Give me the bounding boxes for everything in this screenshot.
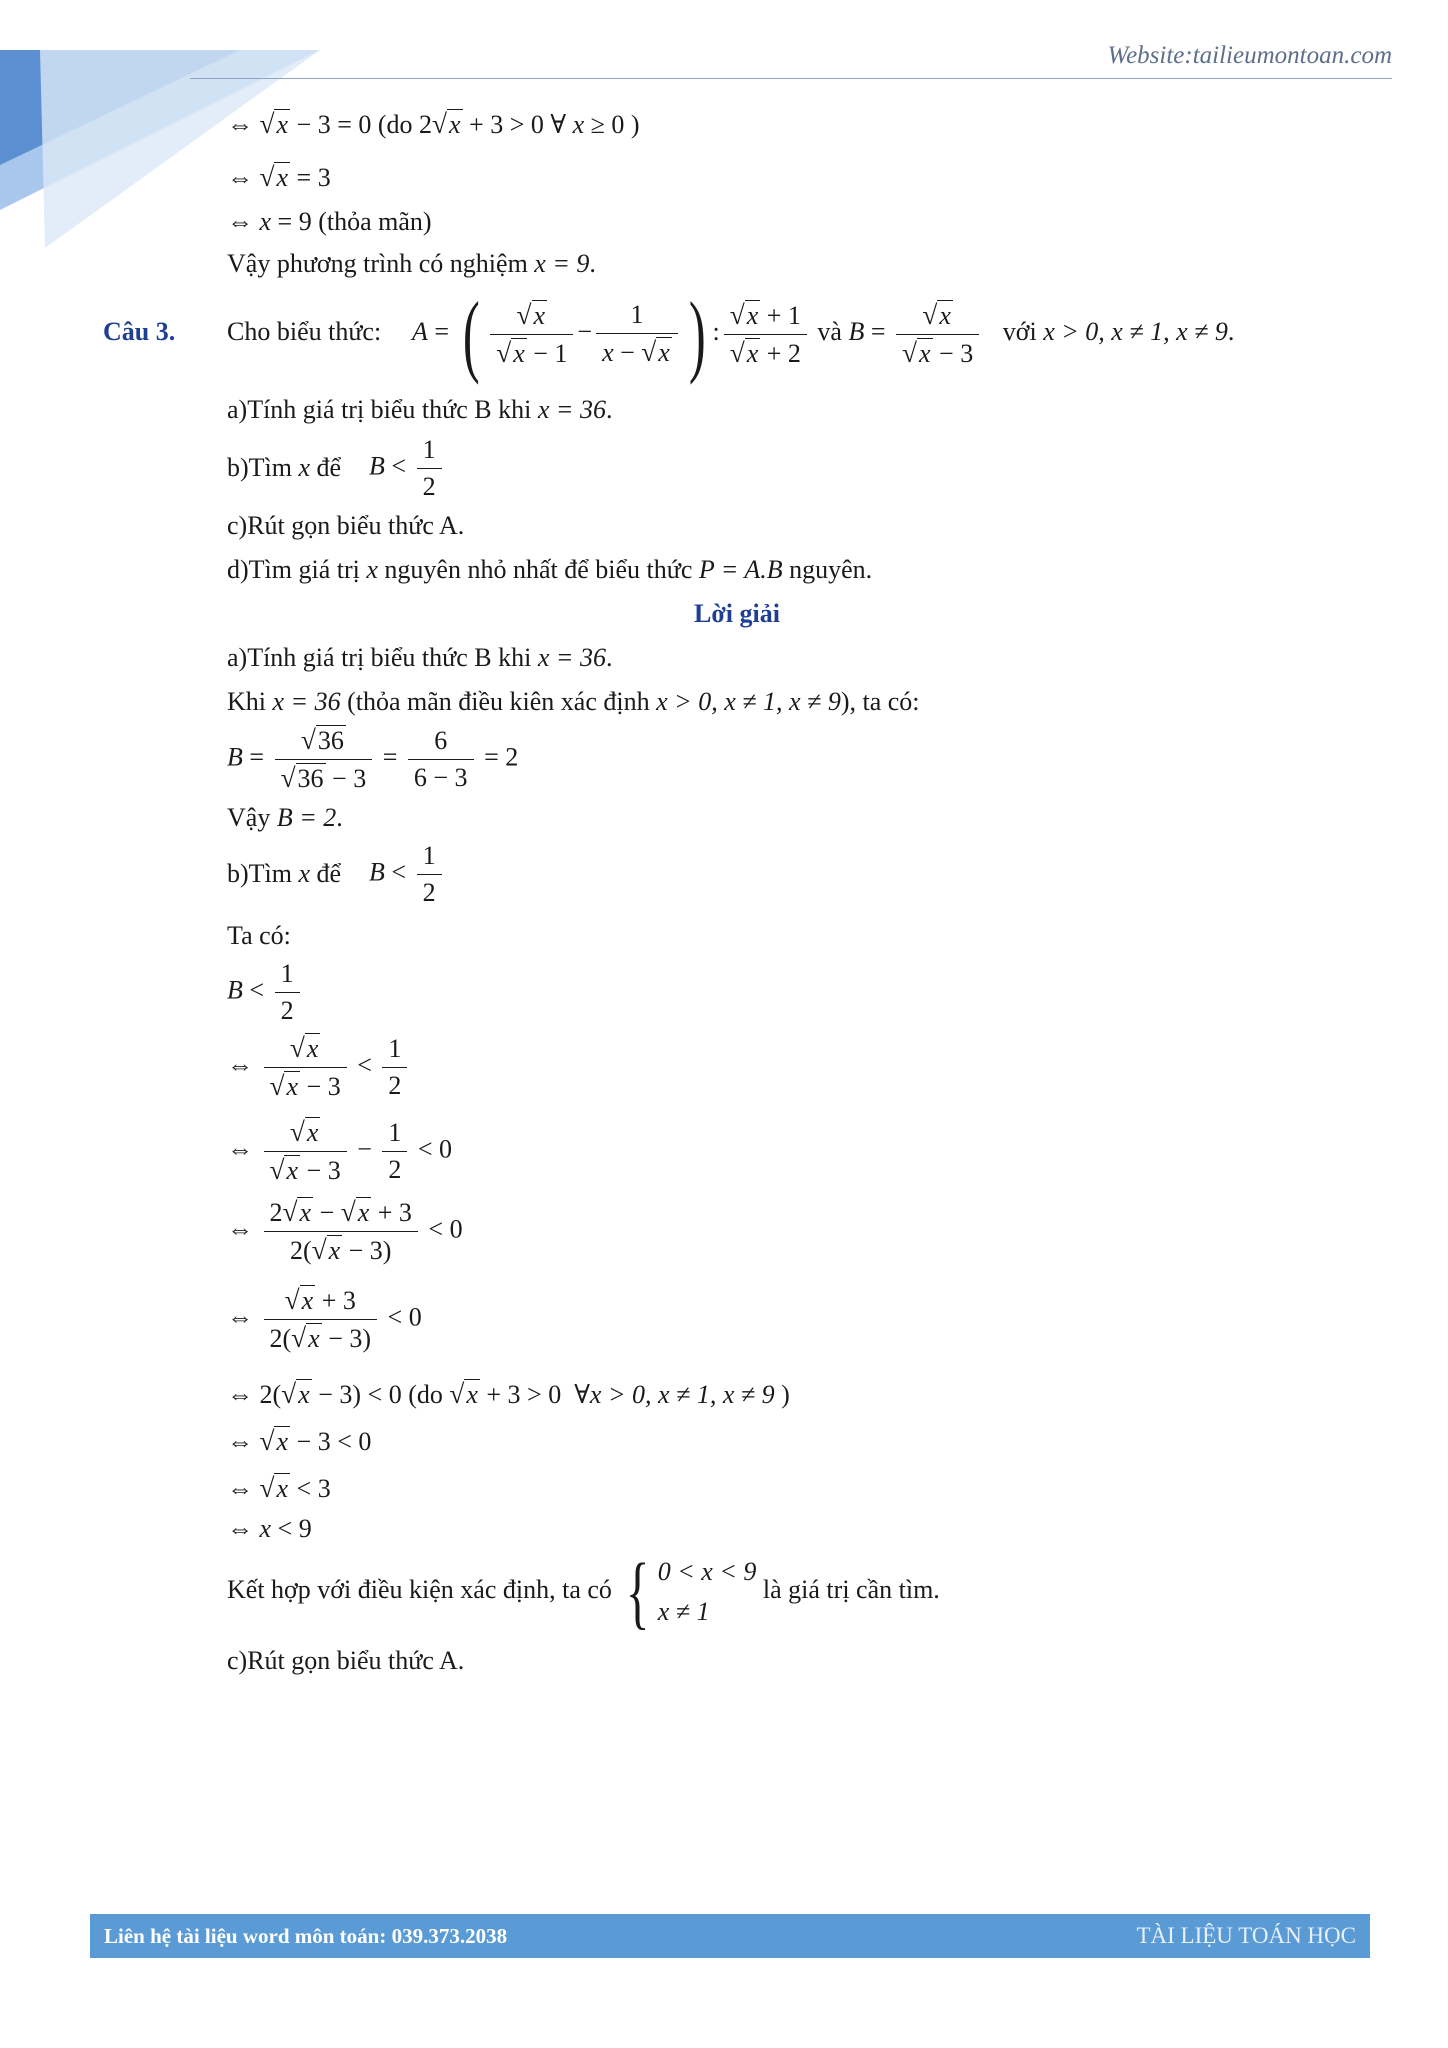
solution-vay: Vậy B = 2. xyxy=(227,803,343,832)
eq-x36: x = 36 xyxy=(537,395,606,424)
question-label: Câu 3. xyxy=(103,317,176,346)
solution-c: c)Rút gọn biểu thức A. xyxy=(227,1646,465,1675)
solution-b: b)Tìm x để B < $\frac{1}{2}$ xyxy=(227,840,1367,910)
step-7: ⇔ √x − 3 < 0 xyxy=(227,1426,372,1456)
question-a: a)Tính giá trị biểu thức B khi x = 36. xyxy=(227,395,613,424)
solution-title: Lời giải xyxy=(694,599,780,628)
step-5: ⇔ $\frac{√x + 3}{2(√x - 3)}$ < 0 xyxy=(227,1285,422,1353)
footer-brand: TÀI LIỆU TOÁN HỌC xyxy=(1136,1923,1356,1948)
conclusion-b: Kết hợp với điều kiện xác định, ta có { 0 < x < 9 x ≠ 1 là giá trị cần tìm. xyxy=(227,1546,940,1637)
eq-b2: B = 2 xyxy=(276,803,337,832)
text-qb: b)Tìm xyxy=(227,453,292,482)
text-thoa-man: (thỏa mãn) xyxy=(318,207,432,236)
question-text: Cho biểu thức: xyxy=(227,317,382,346)
text-do-2: (do xyxy=(408,1380,443,1409)
website-header: Website:tailieumontoan.com xyxy=(1107,42,1392,69)
expression-A: A = ( $\frac{√x}{√x - 1}$ − $\frac{1}{x - √x}$ ) : $\frac{√x + 1}{√x + 2}$ và B = $\frac{√x}{√x - 3}$ với x > 0, x ≠ 1, x ≠ 9. xyxy=(412,283,1235,385)
text-va: và xyxy=(817,316,842,346)
text-qd1: d)Tìm giá trị xyxy=(227,555,360,584)
footer-contact: Liên hệ tài liệu word môn toán: 039.373.2038 xyxy=(104,1923,508,1948)
step-9: ⇔ x < 9 xyxy=(227,1514,312,1543)
text-qd3: nguyên. xyxy=(789,555,873,584)
text-conclusion: Vậy phương trình có nghiệm xyxy=(227,249,528,278)
header-divider xyxy=(190,78,1392,79)
text-ketop: Kết hợp với điều kiện xác định, ta có xyxy=(227,1574,612,1604)
text-ketop-end: là giá trị cần tìm. xyxy=(762,1574,940,1604)
step-1: B < $\frac{1}{2}$ xyxy=(227,958,1367,1028)
step-2: ⇔ $\frac{√x}{√x - 3}$ < $\frac{1}{2}$ xyxy=(227,1032,1367,1116)
line-conclusion-1: Vậy phương trình có nghiệm x = 9. xyxy=(227,249,596,278)
step-3: ⇔ $\frac{√x}{√x - 3}$ − $\frac{1}{2}$ < 0 xyxy=(227,1117,453,1185)
text-sa: a)Tính giá trị biểu thức B khi xyxy=(227,643,532,672)
text-taco: Ta có: xyxy=(227,921,291,950)
condition-2: x > 0, x ≠ 1, x ≠ 9 xyxy=(656,687,841,716)
case-1: 0 < x < 9 xyxy=(657,1557,757,1586)
calc-B: B = $\frac{√36}{√36 - 3}$ = $\frac{6}{6 - 3}$ = 2 xyxy=(227,725,519,793)
question-3 xyxy=(103,283,1367,385)
text-vay: Vậy xyxy=(227,803,271,832)
text-voi: với xyxy=(1002,316,1037,346)
eq-x36-3: x = 36 xyxy=(272,687,341,716)
condition-3: x > 0, x ≠ 1, x ≠ 9 xyxy=(589,1380,775,1409)
text-khi-end: ), ta có: xyxy=(840,687,920,716)
case-2: x ≠ 1 xyxy=(657,1597,710,1626)
condition: x > 0, x ≠ 1, x ≠ 9 xyxy=(1043,316,1228,346)
step-4: ⇔ $\frac{2√x - √x + 3}{2(√x - 3)}$ < 0 xyxy=(227,1197,463,1265)
text-khi: Khi xyxy=(227,687,266,716)
footer-bar xyxy=(90,1914,1370,1958)
text-de: để xyxy=(316,453,342,482)
eq-x9: x = 9 xyxy=(534,249,590,278)
text-de-2: để xyxy=(316,859,342,888)
text-qa: a)Tính giá trị biểu thức B khi xyxy=(227,395,532,424)
solution-a: a)Tính giá trị biểu thức B khi x = 36. xyxy=(227,643,613,672)
eq-x36-2: x = 36 xyxy=(537,643,606,672)
solution-khi xyxy=(227,686,1367,718)
text-sb: b)Tìm xyxy=(227,859,292,888)
question-d: d)Tìm giá trị x nguyên nhỏ nhất để biểu thức P = A.B nguyên. xyxy=(227,555,873,584)
eq-p: P = A.B xyxy=(698,555,783,584)
line-sqrt-eq3: ⇔ √x = 3 xyxy=(227,162,331,192)
question-b: b)Tìm x để B < $\frac{1}{2}$ xyxy=(227,434,1367,504)
text-khi-mid: (thỏa mãn điều kiên xác định xyxy=(347,687,650,716)
step-8: ⇔ √x < 3 xyxy=(227,1473,331,1503)
line-x-eq9: ⇔ x = 9 (thỏa mãn) xyxy=(227,207,432,236)
step-6: ⇔ 2(√x − 3) < 0 (do √x + 3 > 0 ∀x > 0, x ≠ 1, x ≠ 9 ) xyxy=(227,1379,790,1409)
question-c: c)Rút gọn biểu thức A. xyxy=(227,511,465,540)
text-qd2: nguyên nhỏ nhất để biểu thức xyxy=(384,555,693,584)
text-do: (do xyxy=(377,110,413,139)
document-content xyxy=(103,108,1367,1675)
line-sqrt-eq0: ⇔ √x − 3 = 0 (do 2√x + 3 > 0 ∀ x ≥ 0 ) xyxy=(227,109,640,139)
